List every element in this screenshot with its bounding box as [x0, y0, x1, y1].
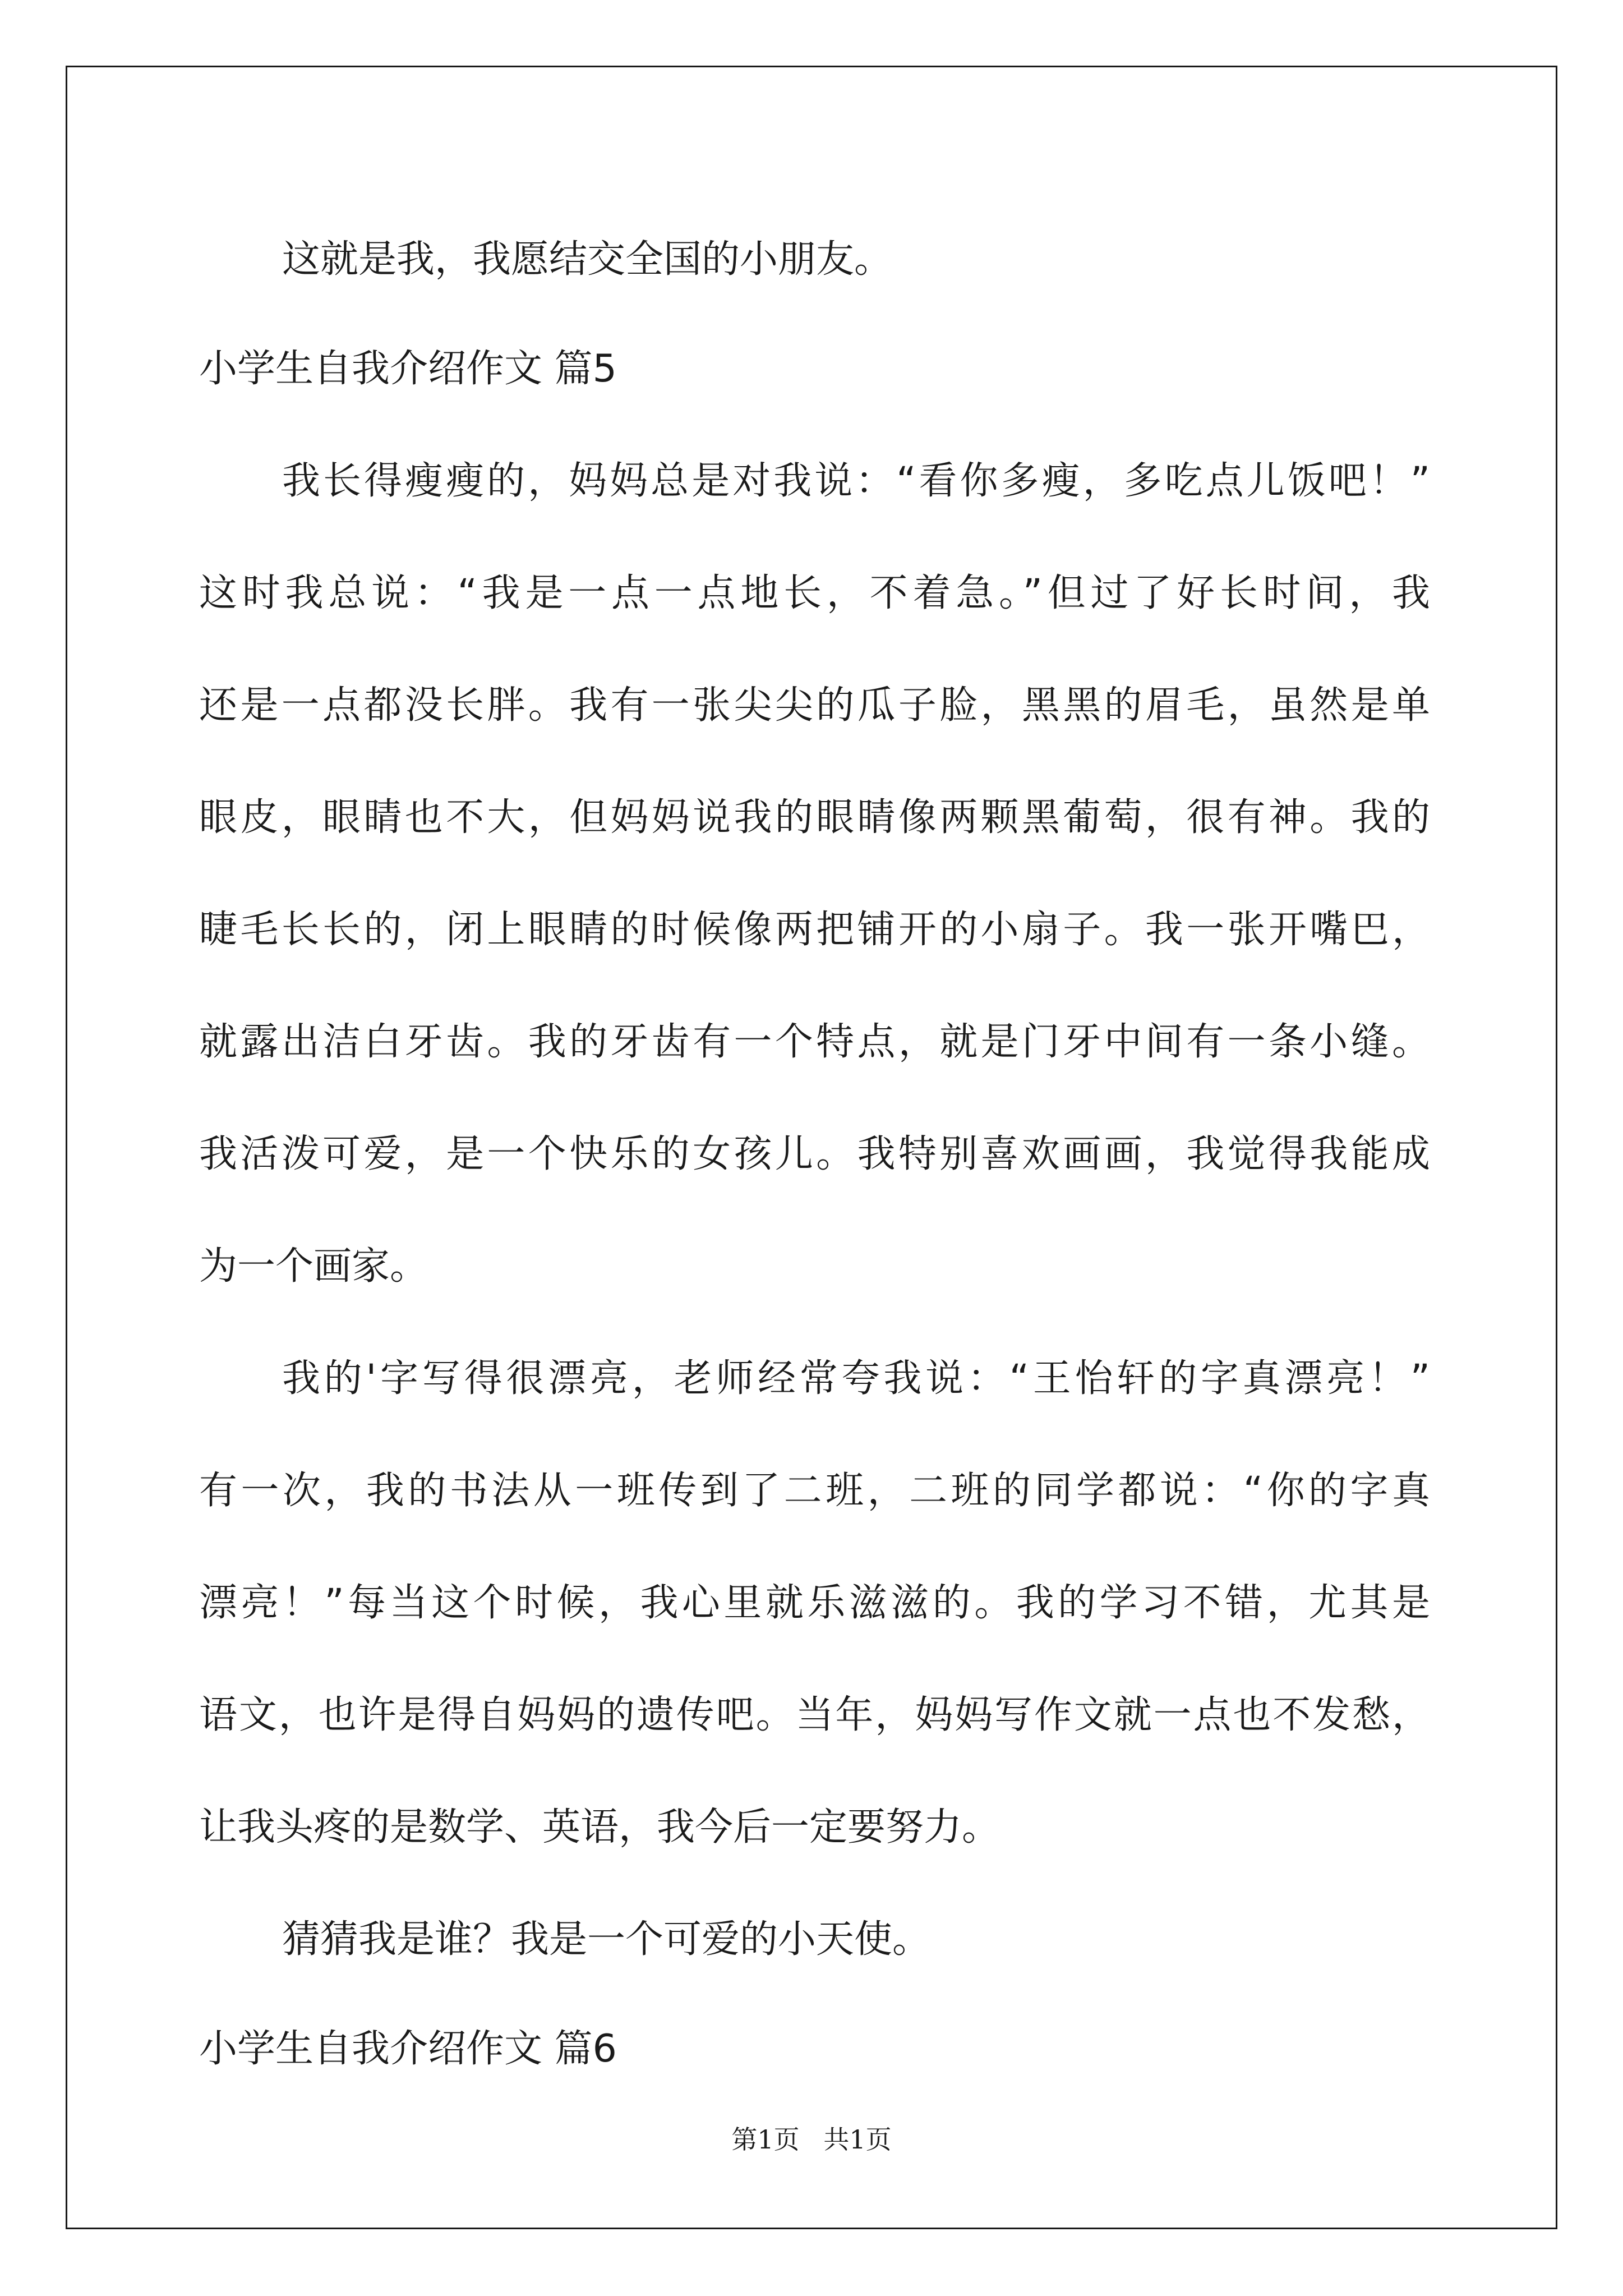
paragraph-line: 我的'字写得很漂亮，老师经常夸我说：“王怡轩的字真漂亮！” — [282, 1356, 1430, 1401]
paragraph-line: 让我头疼的是数学、英语，我今后一定要努力。 — [199, 1805, 1000, 1849]
page-footer — [0, 2119, 1623, 2156]
page-total: 共1页 — [823, 2124, 892, 2155]
paragraph-line: 就露出洁白牙齿。我的牙齿有一个特点，就是门牙中间有一条小缝。 — [199, 1020, 1430, 1064]
section-heading: 小学生自我介绍作文 篇6 — [199, 2027, 617, 2071]
paragraph-line: 语文，也许是得自妈妈的遗传吧。当年，妈妈写作文就一点也不发愁， — [199, 1693, 1430, 1737]
paragraph-line: 还是一点都没长胖。我有一张尖尖的瓜子脸，黑黑的眉毛，虽然是单 — [199, 683, 1430, 728]
paragraph-line: 猜猜我是谁？我是一个可爱的小天使。 — [282, 1917, 931, 1962]
paragraph-line: 有一次，我的书法从一班传到了二班，二班的同学都说：“你的字真 — [199, 1469, 1430, 1513]
paragraph-line: 这时我总说：“我是一点一点地长，不着急。”但过了好长时间，我 — [199, 571, 1430, 615]
page-number: 第1页 — [731, 2124, 800, 2155]
paragraph-line: 眼皮，眼睛也不大，但妈妈说我的眼睛像两颗黑葡萄，很有神。我的 — [199, 795, 1430, 840]
paragraph-line: 这就是我，我愿结交全国的小朋友。 — [282, 237, 893, 282]
paragraph-line: 我长得瘦瘦的，妈妈总是对我说：“看你多瘦，多吃点儿饭吧！” — [282, 459, 1430, 503]
section-heading: 小学生自我介绍作文 篇5 — [199, 347, 617, 391]
paragraph-line: 为一个画家。 — [199, 1244, 428, 1289]
paragraph-line: 我活泼可爱，是一个快乐的女孩儿。我特别喜欢画画，我觉得我能成 — [199, 1132, 1430, 1176]
paragraph-line: 漂亮！”每当这个时候，我心里就乐滋滋的。我的学习不错，尤其是 — [199, 1581, 1430, 1625]
paragraph-line: 睫毛长长的，闭上眼睛的时候像两把铺开的小扇子。我一张开嘴巴， — [199, 908, 1430, 952]
